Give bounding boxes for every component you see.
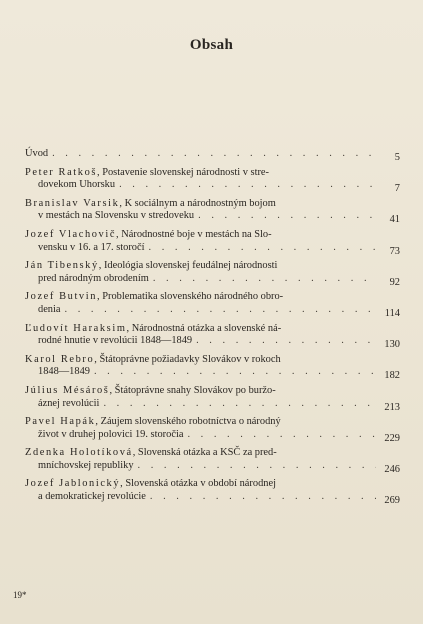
- page-number: 229: [384, 432, 400, 444]
- page-number: 73: [389, 245, 400, 257]
- table-of-contents: [25, 148, 400, 510]
- entry-title: , Národnostná otázka a slovenské ná-: [126, 322, 282, 334]
- entry-title: , Problematika slovenského národného obro-: [97, 291, 284, 303]
- leader-dots: [48, 148, 376, 161]
- author-name: Ľudovít Haraksim: [25, 322, 127, 334]
- author-name: Jozef Butvin: [25, 291, 98, 303]
- toc-entry: [25, 322, 400, 351]
- page-title: Obsah: [189, 37, 234, 53]
- page-number: 7: [394, 183, 400, 195]
- entry-title-cont: a demokratickej revolúcie: [38, 491, 146, 503]
- entry-title: Úvod: [25, 148, 49, 159]
- entry-title: , Národnostné boje v mestách na Slo-: [116, 228, 272, 240]
- leader-dots: [194, 210, 376, 223]
- entry-title: , Postavenie slovenskej národnosti v stre-: [97, 166, 270, 178]
- toc-entry: [25, 416, 400, 444]
- entry-title: , Ideológia slovenskej feudálnej národnosti: [98, 260, 278, 272]
- entry-title: , Štátoprávne požiadavky Slovákov v rokoch: [94, 353, 281, 365]
- leader-dots: [90, 366, 376, 379]
- author-name: Peter Ratkoš: [25, 166, 98, 178]
- page-number: 114: [384, 307, 400, 319]
- entry-title-cont: áznej revolúcii: [38, 397, 100, 409]
- author-name: Ján Tibenský: [25, 260, 99, 272]
- entry-title: , Záujem slovenského robotníctva o národný: [95, 416, 281, 428]
- page-number: 182: [384, 370, 400, 382]
- leader-dots: [149, 273, 376, 286]
- entry-title-cont: vensku v 16. a 17. storočí: [38, 241, 145, 253]
- entry-title-cont: život v druhej polovici 19. storočia: [38, 428, 184, 440]
- entry-title-cont: dovekom Uhorsku: [38, 179, 116, 191]
- leader-dots: [99, 398, 376, 411]
- entry-title-cont: rodné hnutie v revolúcii 1848—1849: [38, 335, 193, 347]
- toc-entry: [25, 197, 400, 226]
- toc-entry: [25, 148, 400, 161]
- toc-entry: [25, 166, 400, 195]
- author-name: Zdenka Holotíková: [25, 447, 133, 459]
- author-name: Branislav Varsik: [25, 197, 120, 209]
- toc-entry: [25, 478, 400, 507]
- entry-title-cont: mníchovskej republiky: [38, 459, 134, 471]
- leader-dots: [134, 460, 376, 473]
- page-number: 213: [384, 401, 400, 413]
- leader-dots: [145, 242, 377, 255]
- entry-title-cont: pred národným obrodením: [38, 272, 149, 284]
- entry-title: , Slovenská otázka a KSČ za pred-: [132, 447, 277, 459]
- entry-title-cont: 1848—1849: [38, 366, 90, 378]
- page-number: 92: [389, 276, 400, 288]
- author-name: Pavel Hapák: [25, 416, 96, 428]
- leader-dots: [192, 335, 376, 348]
- toc-entry: [25, 260, 400, 288]
- entry-title: , Štátoprávne snahy Slovákov po buržo-: [109, 384, 276, 396]
- entry-title-cont: denia: [38, 303, 61, 315]
- page-number: 246: [384, 463, 400, 475]
- toc-entry: [25, 384, 400, 413]
- page-number: 269: [384, 495, 400, 507]
- toc-entry: [25, 353, 400, 382]
- entry-title-cont: v mestách na Slovensku v stredoveku: [38, 210, 195, 222]
- author-name: Július Mésároš: [25, 384, 110, 396]
- toc-entry: [25, 291, 400, 319]
- page-number: 41: [389, 214, 400, 226]
- folio-mark: 19*: [13, 590, 27, 600]
- page-number: 5: [394, 152, 400, 163]
- author-name: Jozef Jablonický: [25, 478, 121, 490]
- entry-title: , K sociálnym a národnostným bojom: [119, 197, 276, 209]
- entry-title: , Slovenská otázka v období národnej: [120, 478, 276, 490]
- leader-dots: [146, 491, 376, 504]
- leader-dots: [115, 179, 376, 192]
- leader-dots: [183, 429, 376, 442]
- author-name: Jozef Vlachovič: [25, 228, 117, 240]
- author-name: Karol Rebro: [25, 353, 95, 365]
- toc-entry: [25, 447, 400, 475]
- page-number: 130: [384, 339, 400, 351]
- leader-dots: [61, 304, 376, 317]
- toc-entry: [25, 228, 400, 257]
